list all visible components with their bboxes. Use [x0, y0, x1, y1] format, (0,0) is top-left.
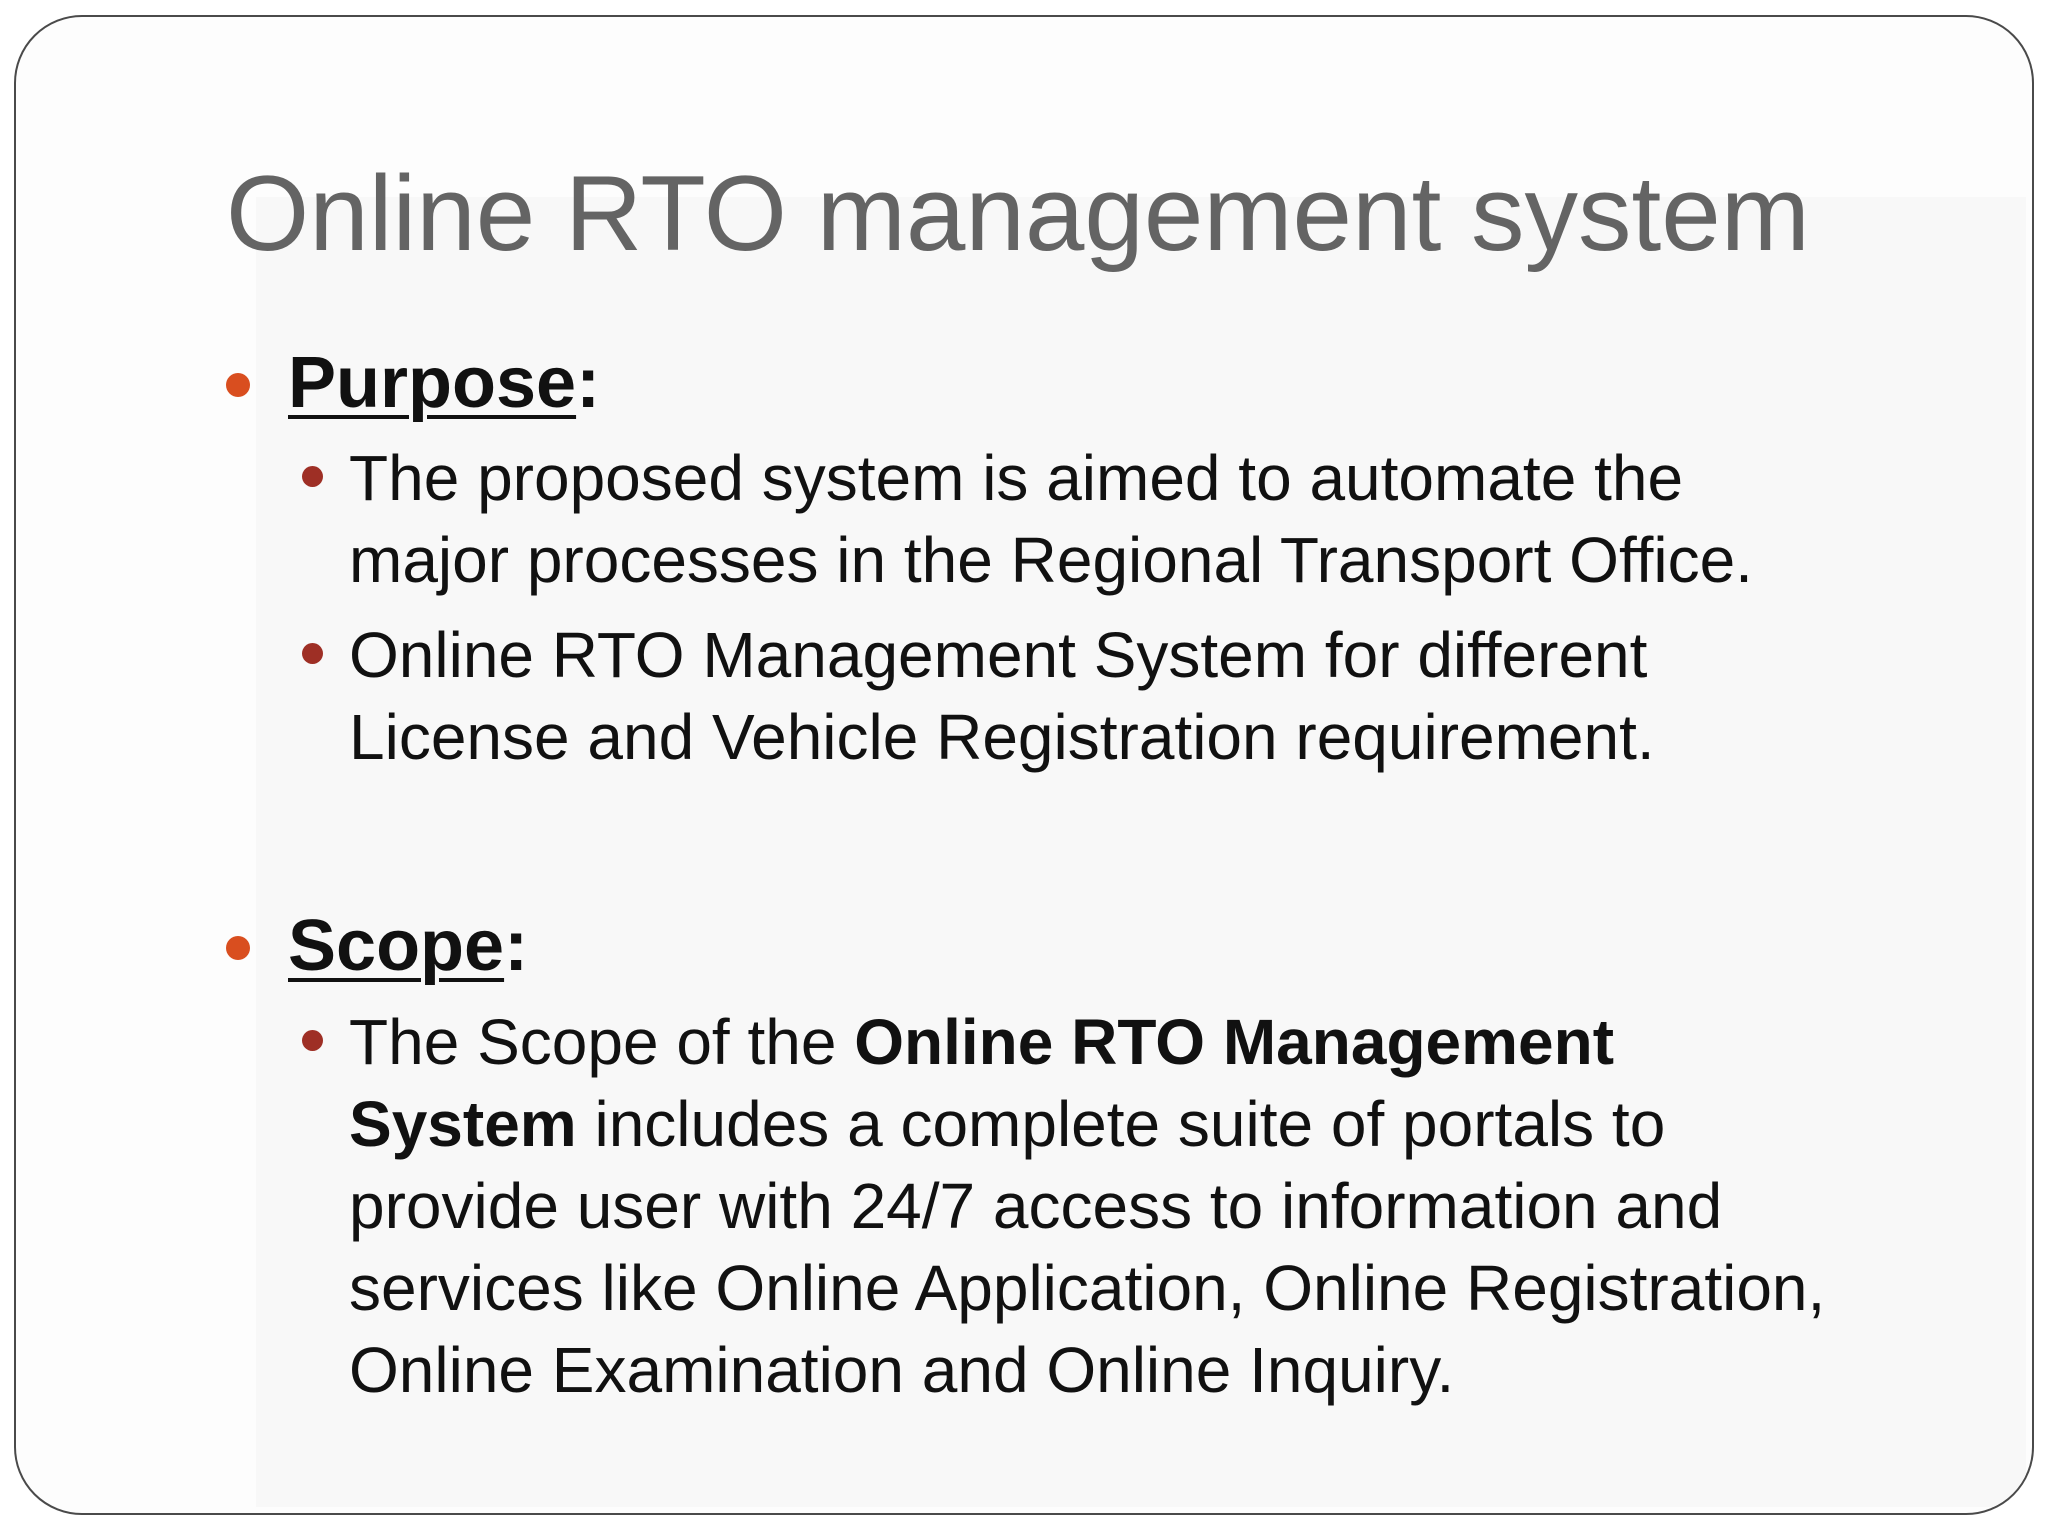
bullet-dot-icon [226, 373, 250, 397]
bullet-dot-icon [302, 643, 323, 664]
purpose-heading [226, 342, 600, 425]
scope-line2-bold: System [349, 1088, 577, 1160]
bullet-dot-icon [302, 466, 323, 487]
scope-heading-colon: : [504, 906, 529, 986]
bullet-dot-icon [302, 1030, 323, 1051]
item-line: provide user with 24/7 access to information and [349, 1170, 1723, 1242]
scope-line2-rest: includes a complete suite of portals to [576, 1088, 1666, 1160]
item-line: The proposed system is aimed to automate the [349, 442, 1684, 514]
item-line: License and Vehicle Registration requirement. [349, 701, 1655, 773]
scope-item-1 [349, 1001, 1969, 1411]
slide-title: Online RTO management system [226, 153, 1810, 273]
scope-heading [226, 905, 528, 988]
purpose-heading-label: Purpose [288, 343, 577, 423]
item-line [349, 1001, 1969, 1083]
purpose-item-2 [349, 614, 1969, 778]
purpose-heading-colon: : [576, 343, 601, 423]
scope-line1-prefix: The Scope of the [349, 1006, 855, 1078]
bullet-dot-icon [226, 936, 250, 960]
item-line: major processes in the Regional Transport Office. [349, 524, 1753, 596]
item-line: Online RTO Management System for different [349, 619, 1648, 691]
item-line [349, 1083, 1969, 1165]
item-line: Online Examination and Online Inquiry. [349, 1334, 1455, 1406]
scope-line1-bold: Online RTO Management [854, 1006, 1615, 1078]
scope-heading-label: Scope [288, 906, 505, 986]
item-line: services like Online Application, Online Registration, [349, 1252, 1826, 1324]
purpose-item-1 [349, 437, 1969, 601]
